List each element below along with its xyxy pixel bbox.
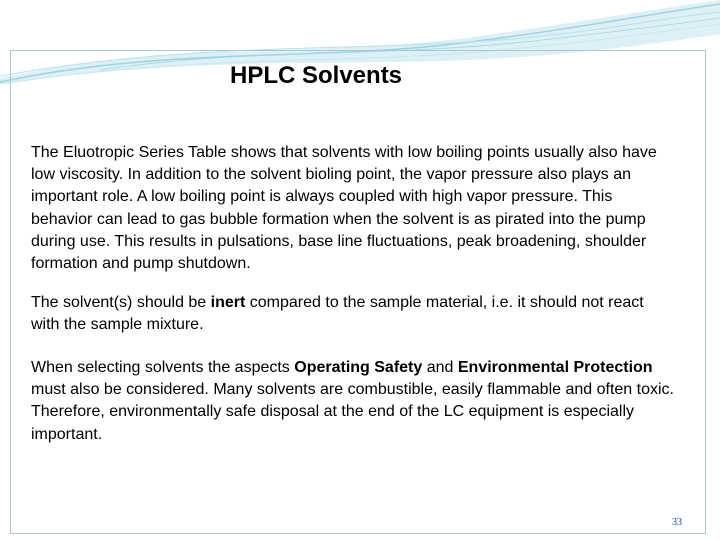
paragraph-safety-environment: [31, 357, 676, 446]
paragraph-boiling-points: The Eluotropic Series Table shows that solvents with low boiling points usually also have low viscosity. In addition to the solvent bioling point, the vapor pressure also plays an important role. A low boiling point is always coupled with high vapor pressure. This behavior can lead to gas bubble formation when the solvent is as pirated into the pump during use. This results in pulsations, base line fluctuations, peak broadening, shoulder formation and pump shutdown.: [31, 144, 657, 273]
paragraph-inert-solvents: [31, 292, 676, 336]
slide-title: HPLC Solvents: [230, 62, 403, 89]
p3-text-part3: must also be considered. Many solvents are combustible, easily flammable and often toxic. Therefore, environmentally safe disposal at the end of the LC equipment is especially important.: [31, 381, 674, 443]
p3-bold-operating-safety: Operating Safety: [294, 359, 423, 376]
p3-bold-environmental-protection: Environmental Protection: [457, 359, 653, 376]
p3-text-part1: When selecting solvents the aspects: [31, 359, 295, 376]
p2-bold-inert: inert: [210, 294, 246, 311]
page-number: 33: [672, 517, 682, 528]
p2-text-after: compared to the sample material, i.e. it should not react with the sample mixture.: [31, 294, 644, 334]
p3-text-part2: and: [422, 359, 458, 376]
p2-text-before: The solvent(s) should be: [31, 294, 211, 311]
